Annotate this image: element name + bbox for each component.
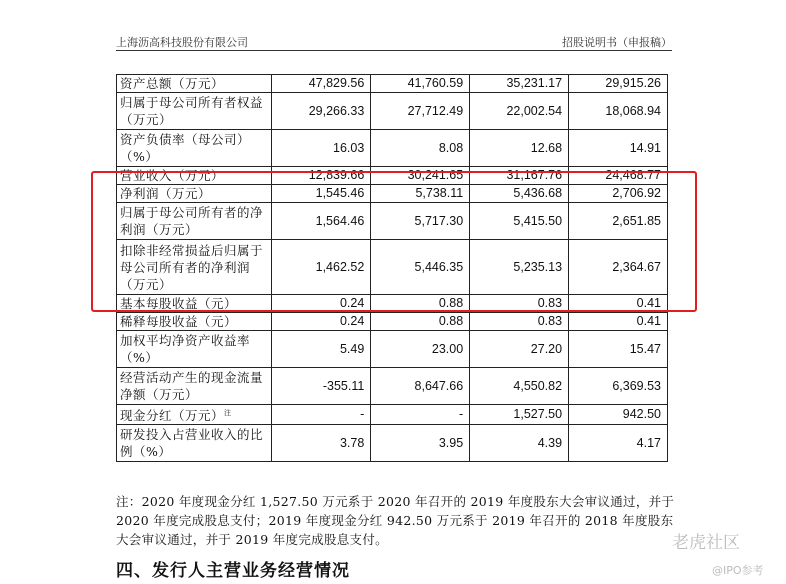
cell-value: 16.03	[272, 130, 371, 167]
cell-value: 1,527.50	[470, 405, 569, 425]
cell-value: 5,717.30	[371, 203, 470, 240]
page-header	[116, 32, 672, 51]
cell-value: 35,231.17	[470, 75, 569, 93]
cell-value: 23.00	[371, 331, 470, 368]
row-label: 经营活动产生的现金流量净额（万元）	[117, 368, 272, 405]
cell-value: -	[272, 405, 371, 425]
cell-value: 0.41	[569, 313, 668, 331]
cell-value: 1,545.46	[272, 185, 371, 203]
cell-value: 0.88	[371, 313, 470, 331]
cell-value: 0.83	[470, 313, 569, 331]
row-label-cell	[117, 405, 272, 425]
cell-value: 5,738.11	[371, 185, 470, 203]
cell-value: 31,167.76	[470, 167, 569, 185]
table-row	[117, 130, 668, 167]
row-label: 研发投入占营业收入的比例（%）	[117, 425, 272, 462]
section-title: 四、发行人主营业务经营情况	[116, 561, 350, 581]
row-label: 现金分红（万元）	[120, 408, 225, 424]
cell-value: 3.95	[371, 425, 470, 462]
cell-value: 8,647.66	[371, 368, 470, 405]
cell-value: 5,235.13	[470, 240, 569, 295]
document-type: 招股说明书（申报稿）	[562, 36, 672, 49]
cell-value: 18,068.94	[569, 93, 668, 130]
cell-value: 1,462.52	[272, 240, 371, 295]
cell-value: 0.24	[272, 313, 371, 331]
cell-value: 5.49	[272, 331, 371, 368]
table-row	[117, 93, 668, 130]
cell-value: 29,915.26	[569, 75, 668, 93]
cell-value: 41,760.59	[371, 75, 470, 93]
cell-value: 5,436.68	[470, 185, 569, 203]
cell-value: 47,829.56	[272, 75, 371, 93]
cell-value: 2,651.85	[569, 203, 668, 240]
row-label: 扣除非经常损益后归属于母公司所有者的净利润（万元）	[117, 240, 272, 295]
row-label: 归属于母公司所有者权益（万元）	[117, 93, 272, 130]
cell-value: 5,446.35	[371, 240, 470, 295]
cell-value: 2,364.67	[569, 240, 668, 295]
row-label: 净利润（万元）	[117, 185, 272, 203]
cell-value: -	[371, 405, 470, 425]
cell-value: 942.50	[569, 405, 668, 425]
table-row	[117, 75, 668, 93]
cell-value: 0.41	[569, 295, 668, 313]
cell-value: 27.20	[470, 331, 569, 368]
cell-value: 4.39	[470, 425, 569, 462]
cell-value: 0.88	[371, 295, 470, 313]
row-label: 稀释每股收益（元）	[117, 313, 272, 331]
cell-value: 22,002.54	[470, 93, 569, 130]
cell-value: 2,706.92	[569, 185, 668, 203]
table-row	[117, 331, 668, 368]
cell-value: 30,241.65	[371, 167, 470, 185]
row-label: 归属于母公司所有者的净利润（万元）	[117, 203, 272, 240]
cell-value: 12,839.66	[272, 167, 371, 185]
row-label: 加权平均净资产收益率（%）	[117, 331, 272, 368]
cell-value: 4,550.82	[470, 368, 569, 405]
cell-value: 0.24	[272, 295, 371, 313]
cell-value: 15.47	[569, 331, 668, 368]
cell-value: 1,564.46	[272, 203, 371, 240]
row-label: 基本每股收益（元）	[117, 295, 272, 313]
watermark-main: 老虎社区	[672, 533, 740, 553]
cell-value: 8.08	[371, 130, 470, 167]
table-row	[117, 368, 668, 405]
cell-value: 0.83	[470, 295, 569, 313]
row-label: 营业收入（万元）	[117, 167, 272, 185]
row-label: 资产负债率（母公司）（%）	[117, 130, 272, 167]
cell-value: 3.78	[272, 425, 371, 462]
cell-value: 12.68	[470, 130, 569, 167]
cell-value: 14.91	[569, 130, 668, 167]
company-name: 上海沥高科技股份有限公司	[116, 36, 248, 49]
cell-value: 4.17	[569, 425, 668, 462]
cell-value: 5,415.50	[470, 203, 569, 240]
table-row	[117, 425, 668, 462]
cell-value: 29,266.33	[272, 93, 371, 130]
cell-value: 24,468.77	[569, 167, 668, 185]
cell-value: 6,369.53	[569, 368, 668, 405]
cell-value: -355.11	[272, 368, 371, 405]
footnote-marker: 注	[224, 409, 232, 417]
row-label: 资产总额（万元）	[117, 75, 272, 93]
cell-value: 27,712.49	[371, 93, 470, 130]
watermark-sub: @IPO参考	[712, 564, 764, 577]
table-row	[117, 405, 668, 425]
highlight-box	[91, 171, 697, 312]
table-row	[117, 313, 668, 331]
footnote-text: 注：2020 年度现金分红 1,527.50 万元系于 2020 年召开的 2019 年度股东大会审议通过，并于 2020 年度完成股息支付；2019 年度现金分红 942.50 万元系于 2019 年召开的 2018 年度股东大会审议通过，并于 2019 年度完成股息支付。	[116, 494, 675, 547]
